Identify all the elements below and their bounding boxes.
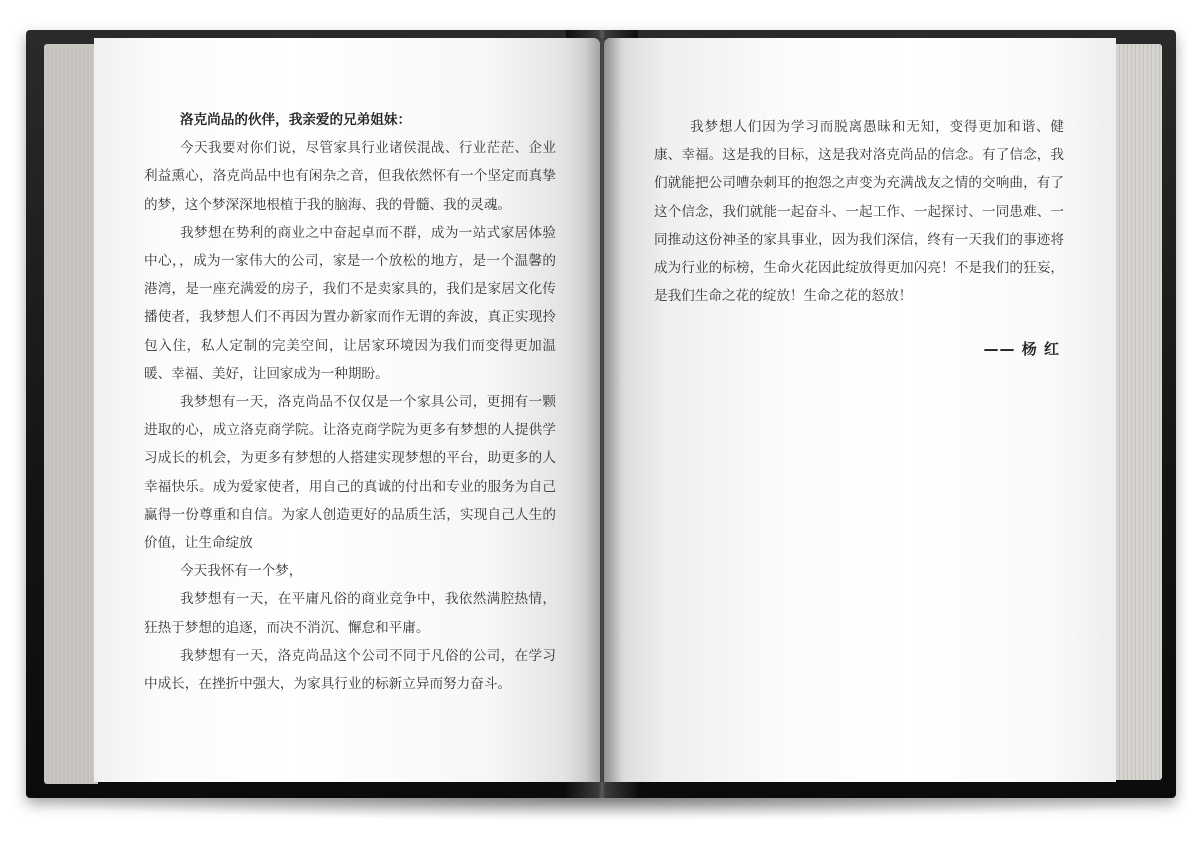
letter-paragraph: 我梦想在势利的商业之中奋起卓而不群，成为一站式家居体验中心，，成为一家伟大的公司，家是一个放松的地方，是一个温馨的港湾，是一座充满爱的房子，我们不是卖家具的，我们是家居文化传播使者，我梦想人们不再因为置办新家而作无谓的奔波，真正实现拎包入住，私人定制的完美空间，让居家环境因为我们而变得更加温暖、幸福、美好，让回家成为一种期盼。 bbox=[144, 224, 556, 382]
letter-paragraph: 我梦想人们因为学习而脱离愚昧和无知，变得更加和谐、健康、幸福。这是我的目标，这是我对洛克尚品的信念。有了信念，我们就能把公司嘈杂刺耳的抱怨之声变为充满战友之情的交响曲，有了这个信念，我们就能一起奋斗、一起工作、一起探讨、一同患难、一同推动这份神圣的家具事业，因为我们深信，终有一天我们的事迹将成为行业的标榜，生命火花因此绽放得更加闪亮！不是我们的狂妄，是我们生命之花的绽放！生命之花的怒放！ bbox=[654, 119, 1064, 305]
letter-paragraph: 我梦想有一天，洛克尚品不仅仅是一个家具公司，更拥有一颗进取的心，成立洛克商学院。让洛克商学院为更多有梦想的人提供学习成长的机会，为更多有梦想的人搭建实现梦想的平台，助更多的人幸福快乐。成为爱家使者，用自己的真诚的付出和专业的服务为自己赢得一份尊重和自信。为家人创造更好的品质生活，实现自己人生的价值，让生命绽放 bbox=[144, 394, 556, 552]
signature: —— 杨 红 bbox=[983, 340, 1060, 358]
letter-paragraph: 今天我怀有一个梦， bbox=[180, 563, 303, 580]
right-page bbox=[604, 38, 1116, 782]
right-page-text bbox=[654, 113, 1064, 310]
letter-greeting: 洛克尚品的伙伴，我亲爱的兄弟姐妹： bbox=[180, 112, 412, 128]
left-page-edges bbox=[44, 44, 98, 784]
letter-paragraph: 今天我要对你们说，尽管家具行业诸侯混战、行业茫茫、企业利益熏心，洛克尚品中也有闲杂之音，但我依然怀有一个坚定而真挚的梦，这个梦深深地根植于我的脑海、我的骨髓、我的灵魂。 bbox=[144, 140, 556, 213]
letter-paragraph: 我梦想有一天，洛克尚品这个公司不同于凡俗的公司，在学习中成长，在挫折中强大，为家具行业的标新立异而努力奋斗。 bbox=[144, 647, 556, 693]
right-page-edges bbox=[1112, 44, 1162, 780]
left-page-text bbox=[144, 106, 556, 698]
letter-paragraph: 我梦想有一天，在平庸凡俗的商业竞争中，我依然满腔热情，狂热于梦想的追逐，而决不消沉、懈怠和平庸。 bbox=[144, 591, 556, 636]
left-page bbox=[94, 38, 600, 782]
